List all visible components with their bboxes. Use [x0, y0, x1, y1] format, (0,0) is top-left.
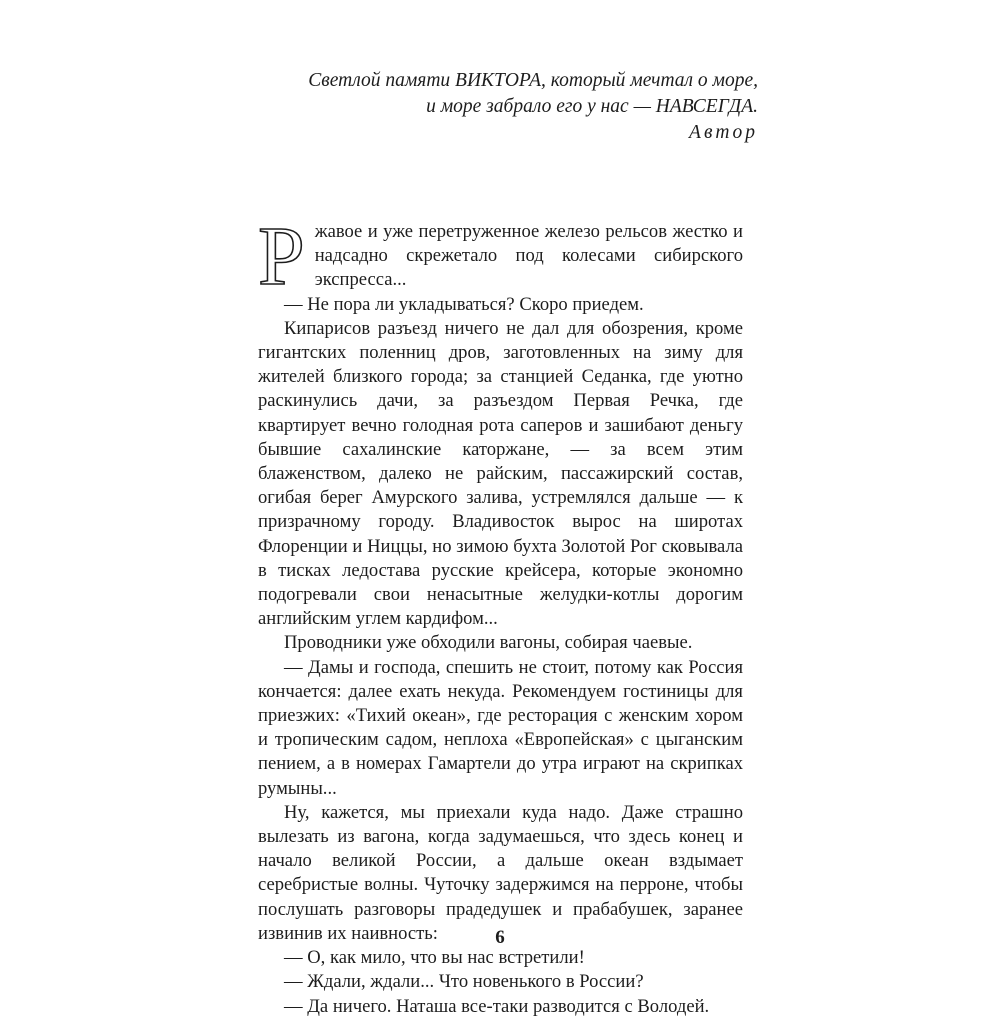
page-number: 6	[495, 927, 505, 948]
epigraph-line: и море забрало его у нас — НАВСЕГДА.	[426, 96, 758, 117]
paragraph: — Не пора ли укладываться? Скоро приедем.	[284, 293, 644, 315]
paragraph: — О, как мило, что вы нас встретили!	[284, 947, 585, 969]
epigraph-author: Автор	[689, 122, 758, 143]
paragraph-text: жавое и уже перетруженное железо рельсов жестко и надсадно скрежетало под колесами сибирского экспресса...	[314, 221, 743, 291]
paragraph: Ну, кажется, мы приехали куда надо. Даже страшно вылезать из вагона, когда задумаешься, что здесь конец и начало великой России, а дальше океан вздымает серебристые волны. Чуточку задержимся на перроне, чтобы послушать разговоры прадедушек и прабабушек, заранее извинив их наивность:	[258, 801, 743, 944]
chapter-text	[258, 210, 743, 1019]
paragraph: Проводники уже обходили вагоны, собирая чаевые.	[284, 632, 693, 654]
paragraph: — Ждали, ждали... Что новенького в России?	[284, 971, 644, 993]
paragraph	[258, 210, 743, 303]
epigraph-line: Светлой памяти ВИКТОРА, который мечтал о море,	[308, 70, 758, 91]
epigraph	[238, 68, 758, 146]
paragraph: Кипарисов разъезд ничего не дал для обозрения, кроме гигантских поленниц дров, заготовленных на зиму для жителей близкого города; за станцией Седанка, где уютно раскинулись дачи, за разъездом Первая Речка, где квартирует вечно голодная рота саперов и зашибают деньгу бывшие сахалинские каторжане, — за всем этим блаженством, далеко не райским, пассажирский состав, огибая берег Амурского залива, устремлялся дальше — к призрачному городу. Владивосток вырос на широтах Флоренции и Ниццы, но зимою бухта Золотой Рог сковывала в тисках ледостава русские крейсера, которые экономно подогревали свои ненасытные желудки-котлы дорогим английским углем кардифом...	[258, 317, 743, 630]
paragraph: — Да ничего. Наташа все-таки разводится с Володей.	[284, 995, 710, 1017]
paragraph: — Дамы и господа, спешить не стоит, потому как Россия кончается: далее ехать некуда. Рекомендуем гостиницы для приезжих: «Тихий океан», где ресторация с женским хором и тропическим садом, неплоха «Европейская» с цыганским пением, а в номерах Гамартели до утра играют на скрипках румыны...	[258, 656, 743, 799]
drop-cap: Р	[258, 210, 305, 303]
